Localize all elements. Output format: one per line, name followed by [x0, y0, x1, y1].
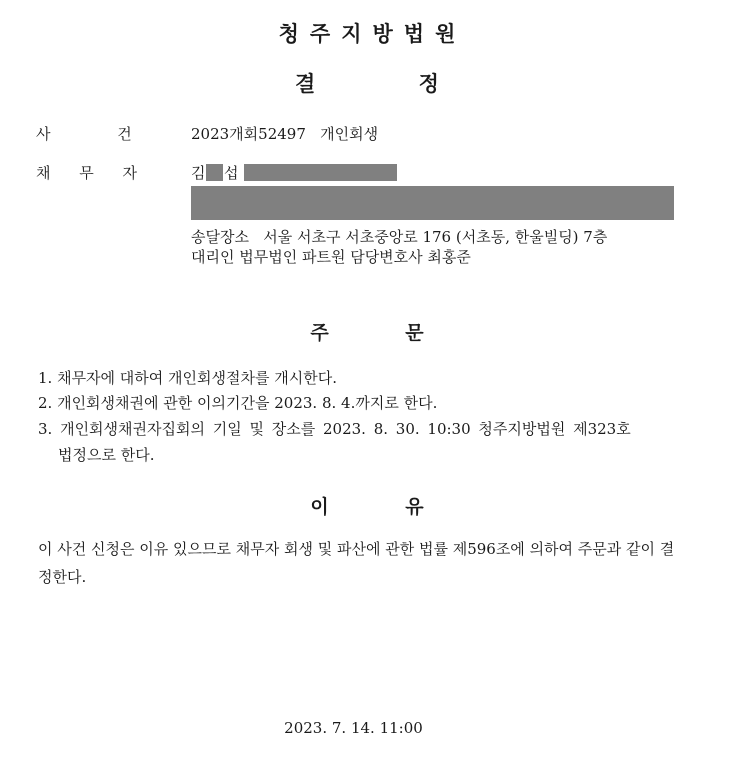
case-label: 사 건: [36, 125, 132, 143]
reason-text: 이 사건 신청은 이유 있으므로 채무자 회생 및 파산에 관한 법률 제596조에 의하여 주문과 같이 결정한다.: [38, 540, 675, 586]
order-item-2: 2. 개인회생채권에 관한 이의기간을 2023. 8. 4.까지로 한다.: [38, 394, 438, 412]
document-type-title: 결 정: [295, 72, 439, 96]
order-item-3-continued: 법정으로 한다.: [58, 446, 155, 464]
redacted-name-char: [206, 164, 223, 181]
court-name: 청주지방법원: [278, 22, 467, 46]
debtor-name-first-char: 김: [191, 164, 206, 182]
redacted-debtor-info: [244, 164, 397, 181]
reason-heading: 이 유: [310, 496, 424, 518]
service-address: 송달장소 서울 서초구 서초중앙로 176 (서초동, 한울빌딩) 7층: [191, 228, 608, 246]
order-heading: 주 문: [310, 322, 424, 344]
debtor-label: 채 무 자: [36, 164, 138, 182]
order-item-3: 3. 개인회생채권자집회의 기일 및 장소를 2023. 8. 30. 10:30 청주지방법원 제323호: [38, 420, 631, 438]
decision-date: 2023. 7. 14. 11:00: [284, 719, 423, 737]
order-item-1: 1. 채무자에 대하여 개인회생절차를 개시한다.: [38, 369, 337, 387]
legal-representative: 대리인 법무법인 파트원 담당변호사 최홍준: [191, 248, 471, 266]
case-number: 2023개회52497 개인회생: [191, 125, 379, 143]
debtor-name-last-char: 섭: [224, 164, 239, 182]
redacted-address-block: [191, 186, 674, 220]
